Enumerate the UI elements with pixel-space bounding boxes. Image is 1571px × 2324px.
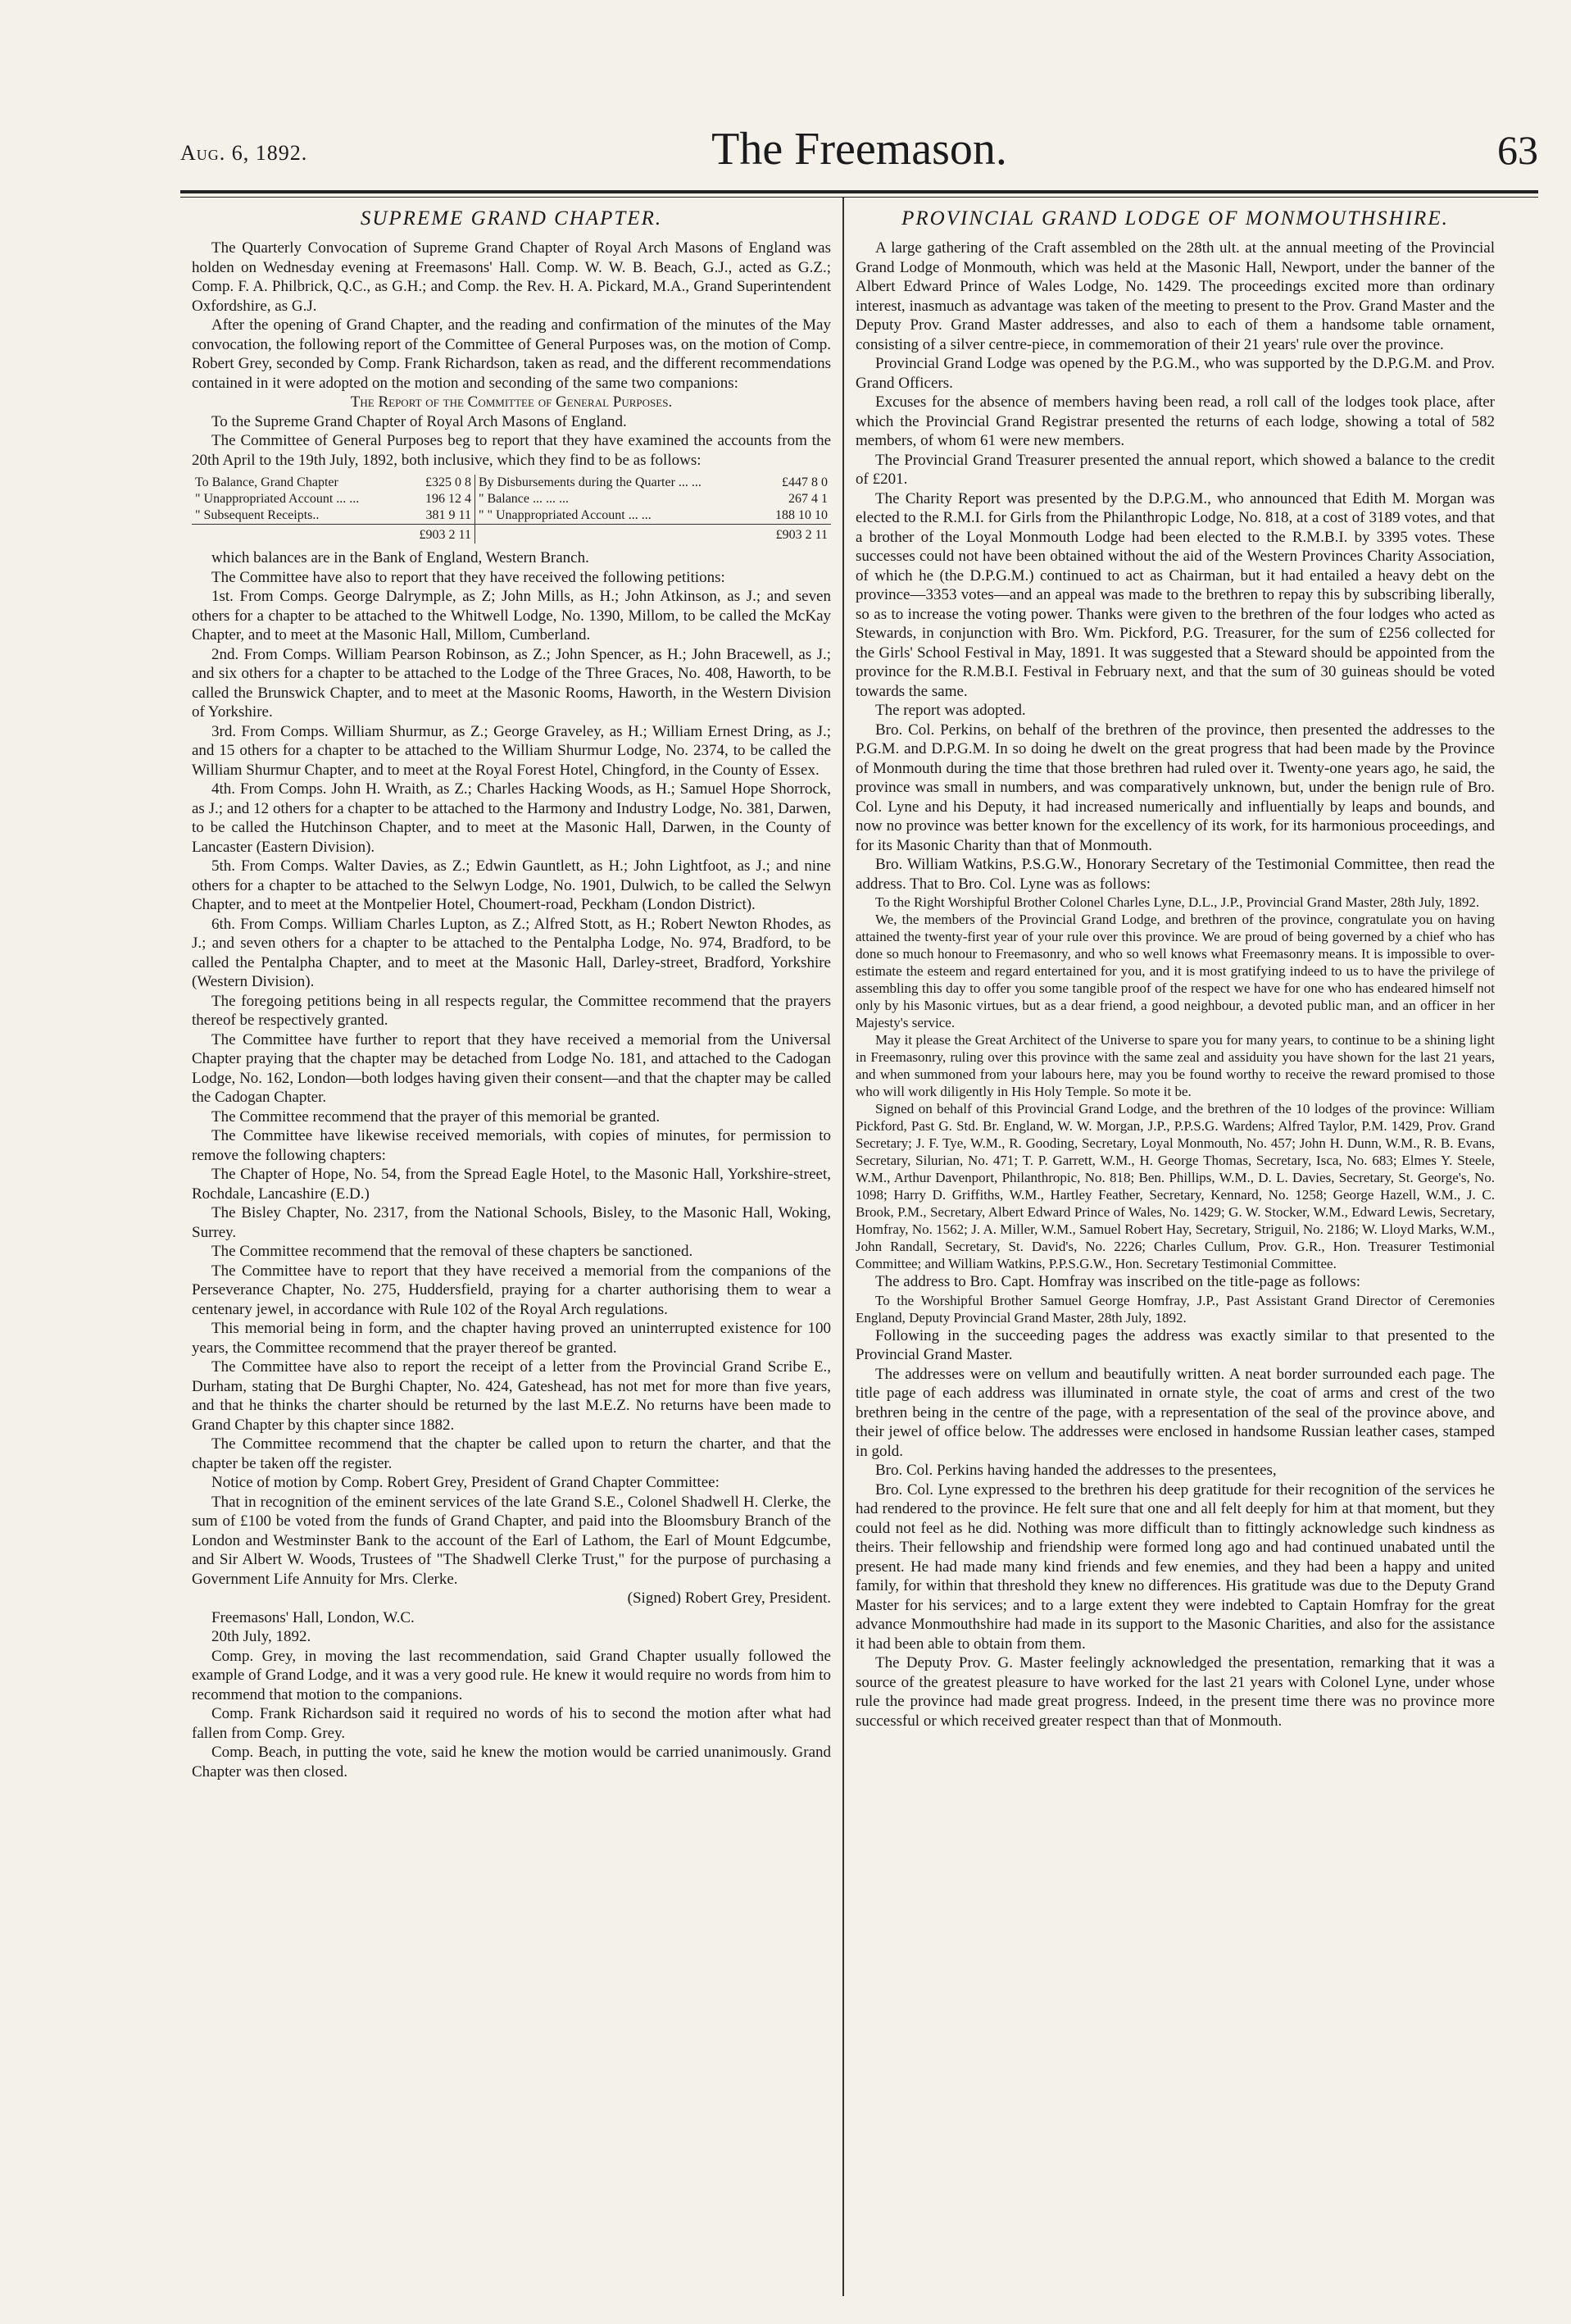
newspaper-title: The Freemason. (711, 124, 1007, 175)
issue-date: Aug. 6, 1892. (180, 141, 308, 165)
accounts-cell: " Balance ... ... ... (474, 491, 758, 507)
sign-date: 20th July, 1892. (211, 1628, 311, 1645)
accounts-cell: 267 4 1 (788, 492, 828, 506)
paragraph: The Committee recommend that the chapter be called upon to return the charter, and that the chapter be taken off the register. (192, 1435, 831, 1472)
paragraph: The report was adopted. (875, 702, 1026, 719)
total-right: £903 2 11 (758, 525, 831, 544)
accounts-cell: £447 8 0 (782, 475, 828, 489)
accounts-table (192, 475, 831, 543)
accounts-cell: 196 12 4 (425, 492, 471, 506)
left-paras-a (192, 239, 831, 393)
left-paras-c (192, 548, 831, 1589)
paragraph: The Committee recommend that the removal of these chapters be sanctioned. (211, 1243, 693, 1260)
paragraph: The Committee recommend that the prayer of this memorial be granted. (211, 1107, 661, 1126)
accounts-total-row (192, 525, 831, 544)
paragraph: which balances are in the Bank of England, Western Branch. (211, 549, 589, 566)
paragraph: Provincial Grand Lodge was opened by the P.G.M., who was supported by the D.P.G.M. and Prov. Grand Officers. (856, 355, 1495, 392)
paragraph: After the opening of Grand Chapter, and the reading and confirmation of the minutes of the May convocation, the following report of the Committee of General Purposes was, on the motion of Comp. Robert Grey, seconded by Comp. Frank Richardson, taken as read, and the different recommendations contained in it were adopted on the motion and seconding of the same two companions: (192, 316, 831, 392)
left-paras-b (192, 412, 831, 471)
paragraph: Bro. Col. Perkins having handed the addresses to the presentees, (875, 1462, 1277, 1479)
right-column (844, 198, 1506, 2296)
paragraph: The foregoing petitions being in all respects regular, the Committee recommend that the prayers thereof be respectively granted. (192, 992, 831, 1029)
paragraph: Bro. Col. Perkins, on behalf of the brethren of the province, then presented the addresses to the P.G.M. and D.P.G.M. In so doing he dwelt on the great progress that had been made by the Province of Monmouth during the time that those brethren had ruled over it. Twenty-one years ago, he said, the province was small in numbers, and was comparatively unknown, but, under the benign rule of Bro. Col. Lyne and his Deputy, it had increased numerically and influentially by leaps and bounds, and now no province was better known for the excellency of its work, for its harmonious proceedings, and for its Masonic Charity than that of Monmouth. (856, 721, 1495, 854)
accounts-cell: 188 10 10 (775, 508, 828, 522)
paragraph: Comp. Beach, in putting the vote, said he knew the motion would be carried unanimously. Grand Chapter was then closed. (192, 1744, 831, 1781)
left-heading: SUPREME GRAND CHAPTER. (360, 207, 663, 230)
paragraph: May it please the Great Architect of the Universe to spare you for many years, to continue to be a shining light in Freemasonry, ruling over this province with the same zeal and assiduity you have shown for the last 21 years, and when summoned from your labours here, may you be found worthy to receive the reward promised to those who will work diligently in His Holy Temple. So mote it be. (856, 1032, 1495, 1099)
accounts-cell: £325 0 8 (425, 475, 471, 489)
report-title: The Report of the Committee of General Purposes. (350, 393, 673, 411)
paragraph: 2nd. From Comps. William Pearson Robinson, as Z.; John Spencer, as H.; John Bracewell, as J.; and six others for a chapter to be attached to the Lodge of the Three Graces, No. 408, Haworth, to be called the Brunswick Chapter, and to meet at the Masonic Rooms, Haworth, in the Western Division of Yorkshire. (192, 645, 831, 721)
paragraph: 6th. From Comps. William Charles Lupton, as Z.; Alfred Stott, as H.; Robert Newton Rhodes, as J.; and seven others for a chapter to be attached to the Pentalpha Lodge, No. 974, Bradford, to be called the Pentalpha Chapter, and to meet at the Masonic Hall, Darley-street, Bradford, Yorkshire (Western Division). (192, 915, 831, 990)
paragraph: A large gathering of the Craft assembled on the 28th ult. at the annual meeting of the Provincial Grand Lodge of Monmouth, which was held at the Masonic Hall, Newport, under the banner of the Albert Edward Prince of Wales Lodge, No. 1429. The proceedings excited more than ordinary interest, inasmuch as advantage was taken of the meeting to present to the Prov. Grand Master and the Deputy Prov. Grand Master addresses, and also to each of them a handsome table ornament, consisting of a silver centre-piece, in commemoration of their 21 years' rule over the province. (856, 239, 1495, 353)
paragraph: The Bisley Chapter, No. 2317, from the National Schools, Bisley, to the Masonic Hall, Woking, Surrey. (192, 1204, 831, 1241)
accounts-cell: " Unappropriated Account ... ... (195, 492, 360, 506)
left-paras-d (192, 1647, 831, 1782)
paragraph: The Deputy Prov. G. Master feelingly acknowledged the presentation, remarking that it was a source of the greatest pleasure to have worked for the last 21 years with Colonel Lyne, under whose rule the province had made great progress. Indeed, in the present time there was no province more successful or which received greater respect than that of Monmouth. (856, 1654, 1495, 1730)
paragraph: To the Supreme Grand Chapter of Royal Arch Masons of England. (211, 412, 627, 430)
accounts-row (192, 491, 831, 507)
paragraph: Excuses for the absence of members having been read, a roll call of the lodges took place, after which the Provincial Grand Registrar presented the returns of each lodge, showing a total of 582 members, of whom 61 were new members. (856, 393, 1495, 449)
paragraph: Comp. Grey, in moving the last recommendation, said Grand Chapter usually followed the example of Grand Lodge, and it was a very good rule. He knew it would require no words from him to recommend that motion to the companions. (192, 1647, 831, 1703)
paragraph: To the Right Worshipful Brother Colonel Charles Lyne, D.L., J.P., Provincial Grand Master, 28th July, 1892. (875, 894, 1480, 910)
paragraph: Comp. Frank Richardson said it required no words of his to second the motion after what had fallen from Comp. Grey. (192, 1705, 831, 1742)
paragraph: The Committee have further to report that they have received a memorial from the Universal Chapter praying that the chapter may be detached from Lodge No. 181, and attached to the Cadogan Lodge, No. 162, London—both lodges having given their consent—and that the chapter may be called the Cadogan Chapter. (192, 1030, 831, 1106)
paragraph: The Committee have also to report that they have received the following petitions: (211, 568, 725, 586)
paragraph: Signed on behalf of this Provincial Grand Lodge, and the brethren of the 10 lodges of the province: William Pickford, Past G. Std. Br. England, W. W. Morgan, J.P., P.P.S.G. Wardens; Alfred Taylor, P.M. 1429, Prov. Grand Secretary; J. F. Tye, W.M., R. Gooding, Secretary, Loyal Monmouth, No. 457; John H. Dunn, W.M., R. B. Evans, Secretary, Silurian, No. 471; T. P. Garrett, W.M., H. George Thomas, Secretary, Isca, No. 683; Elmes Y. Steele, W.M., Arthur Davenport, Philanthropic, No. 818; Ben. Phillips, W.M., D. L. Davies, Secretary, St. George's, No. 1098; Harry D. Griffiths, W.M., Hartley Feather, Secretary, Kennard, No. 1258; George Hazell, W.M., J. C. Brook, P.M., Secretary, Albert Edward Prince of Wales, No. 1429; G. W. Stocker, W.M., Edward Lewis, Secretary, Homfray, No. 1562; J. A. Miller, W.M., Samuel Robert Hay, Secretary, Striguil, No. 2186; W. Lloyd Marks, W.M., John Randall, Secretary, St. David's, No. 2226; Charles Cullum, Prov. G.R., Hon. Treasurer Testimonial Committee; and William Watkins, P.P.S.G.W., Hon. Secretary Testimonial Committee. (856, 1101, 1495, 1271)
paragraph: The Chapter of Hope, No. 54, from the Spread Eagle Hotel, to the Masonic Hall, Yorkshire-street, Rochdale, Lancashire (E.D.) (192, 1166, 831, 1203)
paragraph: Bro. William Watkins, P.S.G.W., Honorary Secretary of the Testimonial Committee, then read the address. That to Bro. Col. Lyne was as follows: (856, 856, 1495, 893)
paragraph: The Committee have to report that they have received a memorial from the companions of the Perseverance Chapter, No. 275, Huddersfield, praying for a charter authorising them to wear a centenary jewel, in accordance with Rule 102 of the Royal Arch regulations. (192, 1262, 831, 1318)
accounts-row (192, 475, 831, 491)
paragraph: That in recognition of the eminent services of the late Grand S.E., Colonel Shadwell H. Clerke, the sum of £100 be voted from the funds of Grand Chapter, and paid into the Bloomsbury Branch of the London and Westminster Bank to the account of the Earl of Lathom, the Earl of Mount Edgcumbe, and Sir Albert W. Woods, Trustees of "The Shadwell Clerke Trust," for the purpose of purchasing a Government Life Annuity for Mrs. Clerke. (192, 1493, 831, 1588)
accounts-cell: " " Unappropriated Account ... ... (474, 507, 758, 525)
paragraph: The Charity Report was presented by the D.P.G.M., who announced that Edith M. Morgan was elected to the R.M.I. for Girls from the Philanthropic Lodge, No. 818, at a cost of 3189 votes, and that a brother of the Loyal Monmouth Lodge had been elected to the R.M.B.I. by 3395 votes. These successes could not have been obtained without the aid of the Western Provinces Charity Association, of which he (the D.P.G.M.) continued to act as Chairman, but it had entailed a heavy debt on the province—3353 votes—and an appeal was made to the brethren to repay this by subscribing liberally, so as to increase the voting power. Thanks were given to the brethren of the four lodges who acted as Stewards, in conjunction with Bro. Wm. Pickford, P.G. Treasurer, for the sum of £256 collected for the Girls' School Festival in May, 1891. It was suggested that a Steward should be appointed from the province for the R.M.B.I. Festival in February next, and that the sum of 30 guineas should be voted towards the same. (856, 489, 1495, 700)
paragraph: The Committee have also to report the receipt of a letter from the Provincial Grand Scribe E., Durham, stating that De Burghi Chapter, No. 424, Gateshead, has not met for more than five years, and that he thinks the charter should be returned by the last M.E.Z. No returns have been made to Grand Chapter by this chapter since 1882. (192, 1358, 831, 1434)
paragraph: 4th. From Comps. John H. Wraith, as Z.; Charles Hacking Woods, as H.; Samuel Hope Shorrock, as J.; and 12 others for a chapter to be attached to the Harmony and Industry Lodge, No. 381, Darwen, to be called the Hutchinson Chapter, and to meet at the Masonic Hall, Darwen, in the County of Lancaster (Eastern Division). (192, 780, 831, 856)
accounts-cell: By Disbursements during the Quarter ... ... (474, 475, 758, 491)
paragraph: This memorial being in form, and the chapter having proved an uninterrupted existence for 100 years, the Committee recommend that the prayer thereof be granted. (192, 1320, 831, 1357)
sign-place: Freemasons' Hall, London, W.C. (211, 1608, 415, 1626)
paragraph: Notice of motion by Comp. Robert Grey, President of Grand Chapter Committee: (211, 1474, 720, 1491)
accounts-cell: To Balance, Grand Chapter (195, 475, 338, 489)
left-column (180, 198, 842, 2296)
page-number: 63 (1497, 127, 1538, 173)
accounts-row (192, 507, 831, 525)
paragraph: The Committee of General Purposes beg to report that they have examined the accounts from the 20th April to the 19th July, 1892, both inclusive, which they find to be as follows: (192, 432, 831, 469)
paragraph: The Committee have likewise received memorials, with copies of minutes, for permission to remove the following chapters: (192, 1127, 831, 1164)
address-lyne (856, 894, 1495, 1272)
right-paras-b (856, 1326, 1495, 1731)
masthead (180, 123, 1538, 189)
accounts-cell: 381 9 11 (425, 508, 471, 522)
masthead-rule (180, 190, 1538, 193)
address-homfray: To the Worshipful Brother Samuel George Homfray, J.P., Past Assistant Grand Director of Ceremonies England, Deputy Provincial Grand Master, 28th July, 1892. (856, 1292, 1495, 1326)
right-para-mid: The address to Bro. Capt. Homfray was inscribed on the title-page as follows: (875, 1273, 1361, 1290)
paragraph: We, the members of the Provincial Grand Lodge, and brethren of the province, congratulate you on having attained the twenty-first year of your rule over this province. We are proud of being governed by a chief who has done so much honour to Freemasonry, and who so well knows what Freemasonry means. It is impossible to over-estimate the esteem and regard entertained for you, and it is most gratifying indeed to us to have the privilege of assembling this day to offer you some tangible proof of the respect we have for one who has endeared himself not only by his Masonic virtues, but as a dear friend, a good neighbour, a devoted public man, and an officer in her Majesty's service. (856, 912, 1495, 1030)
signature: (Signed) Robert Grey, President. (627, 1590, 831, 1607)
paragraph: The Provincial Grand Treasurer presented the annual report, which showed a balance to the credit of £201. (856, 451, 1495, 488)
paragraph: Bro. Col. Lyne expressed to the brethren his deep gratitude for their recognition of the services he had rendered to the province. He felt sure that one and all felt deeply for him at that moment, but they could not feel as he did. Nothing was more difficult than to fittingly acknowledge such kindness as theirs. Their fellowship and friendship were formed long ago and had continued unabated until the present. He had made many kind friends and few enemies, and they had been a happy and united family, for within that threshold they knew no differences. His gratitude was due to the Deputy Grand Master for his services; and to a large extent they were indebted to Captain Homfray for the great advance Monmouthshire had made in its support to the Masonic Charities, and also for the assistance it had been able to obtain from them. (856, 1480, 1495, 1653)
right-paras-a (856, 239, 1495, 894)
paragraph: The Quarterly Convocation of Supreme Grand Chapter of Royal Arch Masons of England was holden on Wednesday evening at Freemasons' Hall. Comp. W. W. B. Beach, G.J., acted as G.Z.; Comp. F. A. Philbrick, Q.C., as G.H.; and Comp. the Rev. H. A. Pickard, M.A., Grand Superintendent Oxfordshire, as G.J. (192, 239, 831, 315)
paragraph: 5th. From Comps. Walter Davies, as Z.; Edwin Gauntlett, as H.; John Lightfoot, as J.; and nine others for a chapter to be attached to the Selwyn Lodge, No. 1901, Dulwich, to be called the Selwyn Chapter, and to meet at the Montpelier Hotel, Choumert-road, Peckham (London District). (192, 857, 831, 913)
right-heading: PROVINCIAL GRAND LODGE OF MONMOUTHSHIRE. (901, 207, 1449, 230)
paragraph: 3rd. From Comps. William Shurmur, as Z.; George Graveley, as H.; William Ernest Dring, as J.; and 15 others for a chapter to be attached to the William Shurmur Lodge, No. 2374, to be called the William Shurmur Chapter, and to meet at the Royal Forest Hotel, Chingford, in the County of Essex. (192, 722, 831, 779)
paragraph: The addresses were on vellum and beautifully written. A neat border surrounded each page. The title page of each address was illuminated in ornate style, the coat of arms and crest of the two brethren being in the centre of the page, with a representation of the seal of the province above, and their jewel of office below. The addresses were enclosed in handsome Russian leather cases, stamped in gold. (856, 1365, 1495, 1460)
paragraph: Following in the succeeding pages the address was exactly similar to that presented to the Provincial Grand Master. (856, 1326, 1495, 1363)
accounts-cell: " Subsequent Receipts.. (195, 508, 320, 522)
article-columns (180, 198, 1538, 2296)
total-left: £903 2 11 (402, 525, 475, 544)
paragraph: 1st. From Comps. George Dalrymple, as Z; John Mills, as H.; John Atkinson, as J.; and seven others for a chapter to be attached to the Whitwell Lodge, No. 1390, Millom, to be called the McKay Chapter, and to meet at the Masonic Hall, Millom, Cumberland. (192, 588, 831, 644)
